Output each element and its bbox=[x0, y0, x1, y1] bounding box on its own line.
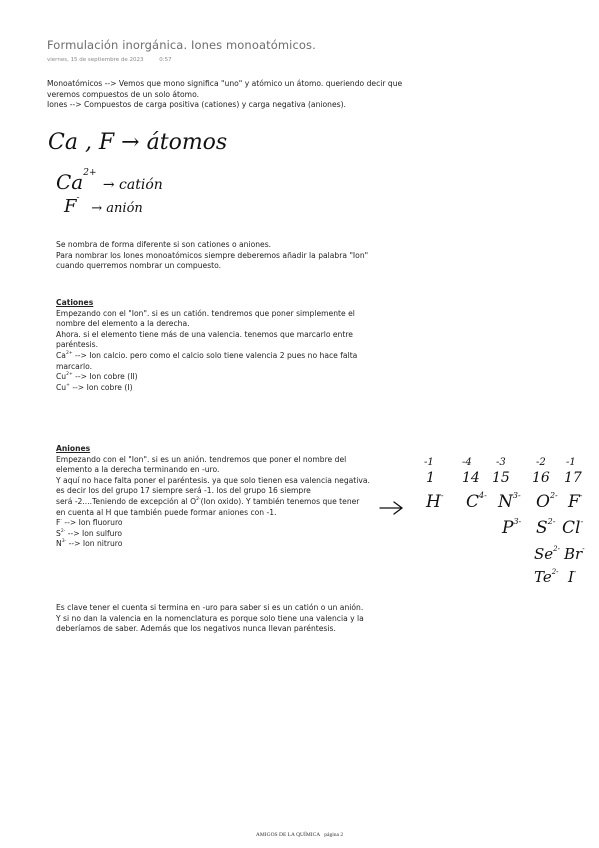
charge: - bbox=[60, 518, 62, 524]
charge: 2+ bbox=[65, 350, 73, 356]
cationes-heading: Cationes bbox=[56, 298, 94, 307]
intro-line: veremos compuestos de un solo átomo. bbox=[47, 89, 199, 99]
element-symbol: C bbox=[466, 492, 480, 512]
example-text: --> Ion cobre (I) bbox=[69, 382, 133, 392]
aniones-line: en cuenta al H que también puede formar aniones con -1. bbox=[56, 507, 277, 517]
charge: 3- bbox=[61, 539, 67, 545]
page-footer bbox=[0, 832, 599, 838]
example-text: --> Ion sulfuro bbox=[65, 528, 123, 538]
element-symbol: Cu bbox=[56, 382, 67, 392]
f-charge: - bbox=[76, 193, 80, 203]
page-title: Formulación inorgánica. Iones monoatómicos. bbox=[47, 38, 316, 52]
ion bbox=[534, 568, 559, 586]
charge: - bbox=[580, 517, 584, 526]
aniones-line: es decir los del grupo 17 siempre será -1. los del grupo 16 siempre bbox=[56, 486, 311, 496]
footer-label: AMIGOS DE LA QUÍMICA bbox=[255, 832, 320, 838]
cationes-line: Empezando con el "Ion". si es un catión. tendremos que poner simplemente el bbox=[56, 308, 355, 318]
group-number: 15 bbox=[492, 470, 510, 486]
cationes-line: Ahora. si el elemento tiene más de una valencia. tenemos que marcarlo entre bbox=[56, 329, 353, 339]
charge: - bbox=[579, 491, 583, 500]
group-number: 14 bbox=[462, 470, 480, 486]
charge: - bbox=[573, 568, 577, 576]
element-symbol: Te bbox=[534, 568, 552, 586]
element-symbol: H bbox=[426, 492, 441, 512]
valence: -4 bbox=[462, 457, 472, 468]
ion bbox=[562, 518, 583, 538]
charge: 2- bbox=[547, 517, 556, 526]
line-text: será -2....Teniendo de excepción al O bbox=[56, 496, 197, 506]
ca-charge: 2+ bbox=[83, 168, 97, 178]
valence: -2 bbox=[536, 457, 546, 468]
ion bbox=[564, 545, 585, 563]
ion bbox=[498, 492, 521, 512]
ca-symbol: Ca bbox=[56, 170, 84, 194]
charge: 3- bbox=[512, 491, 521, 500]
date-stamp: viernes, 15 de septiembre de 2023 bbox=[47, 57, 144, 63]
charge: 2- bbox=[196, 496, 201, 502]
handwritten-atoms: Ca , F → átomos bbox=[48, 130, 228, 155]
names-line: Se nombra de forma diferente si son cationes o aniones. bbox=[56, 240, 272, 249]
intro-line: Monoatómicos --> Vemos que mono significa "uno" y atómico un átomo. queriendo decir que bbox=[47, 79, 403, 88]
group-number: 16 bbox=[532, 470, 550, 486]
element-symbol: F bbox=[56, 518, 61, 528]
ion bbox=[568, 568, 576, 586]
element-symbol: Br bbox=[564, 545, 583, 563]
charge: - bbox=[582, 545, 585, 553]
example-text: --> Ion cobre (II) bbox=[72, 372, 138, 382]
charge: 2- bbox=[549, 491, 558, 500]
element-symbol: S bbox=[56, 528, 61, 538]
charge: - bbox=[440, 491, 444, 500]
cationes-line: nombre del elemento a la derecha. bbox=[56, 319, 190, 329]
aniones-line: elemento a la derecha terminando en -uro. bbox=[56, 465, 220, 475]
group-number: 17 bbox=[564, 470, 582, 486]
ion bbox=[536, 518, 555, 538]
valence: -1 bbox=[424, 457, 434, 468]
line-text: (Ion oxido). Y también tenemos que tener bbox=[200, 496, 360, 506]
names-line: cuando querremos nombrar un compuesto. bbox=[56, 261, 222, 271]
intro-line: Iones --> Compuestos de carga positiva (cationes) y carga negativa (aniones). bbox=[47, 100, 346, 110]
aniones-line: Empezando con el "Ion". si es un anión. tendremos que poner el nombre del bbox=[56, 454, 347, 464]
ion bbox=[502, 518, 521, 538]
closing-line: Es clave tener el cuenta si termina en -uro para saber si es un catión o un anión. bbox=[56, 603, 364, 612]
ion bbox=[466, 492, 487, 512]
aniones-line: Y aquí no hace falta poner el paréntesis. ya que solo tienen esa valencia negativa. bbox=[56, 475, 370, 485]
ion bbox=[568, 492, 583, 512]
time-stamp: 0:57 bbox=[159, 57, 172, 63]
charge: 4- bbox=[479, 491, 487, 500]
example-text: --> Ion nitruro bbox=[66, 539, 123, 549]
example-text: --> Ion calcio. pero como el calcio solo tiene valencia 2 pues no hace falta bbox=[72, 350, 358, 360]
page-number: página 2 bbox=[324, 832, 344, 838]
names-line: Para nombrar los Iones monoatómicos siempre deberemos añadir la palabra "Ion" bbox=[56, 250, 369, 260]
element-symbol: Se bbox=[534, 545, 554, 563]
element-symbol: O bbox=[536, 492, 550, 512]
f-symbol: F bbox=[64, 196, 77, 217]
valence: -3 bbox=[496, 457, 506, 468]
closing-line: Y si no dan la valencia en la nomenclatura es porque solo tiene una valencia y la bbox=[56, 613, 364, 623]
charge: 2- bbox=[551, 568, 559, 576]
element-symbol: P bbox=[502, 518, 514, 538]
charge: 2- bbox=[553, 545, 560, 553]
closing-line: deberíamos de saber. Además que los negativos nunca llevan paréntesis. bbox=[56, 624, 336, 634]
element-symbol: Ca bbox=[56, 350, 66, 360]
ion bbox=[426, 492, 444, 512]
element-symbol: Cl bbox=[562, 518, 581, 538]
charge: 3- bbox=[513, 517, 522, 526]
charge: 2+ bbox=[66, 372, 73, 378]
element-symbol: N bbox=[56, 539, 62, 549]
element-symbol: N bbox=[498, 492, 513, 512]
anion-label: → anión bbox=[91, 201, 143, 216]
element-symbol: Cu bbox=[56, 372, 67, 382]
example-text: --> Ion fluoruro bbox=[62, 518, 123, 528]
cationes-line: paréntesis. bbox=[56, 340, 98, 350]
cation-label: → catión bbox=[102, 177, 163, 193]
ion bbox=[536, 492, 558, 512]
ion bbox=[534, 545, 560, 563]
aniones-heading: Aniones bbox=[56, 444, 91, 453]
group-number: 1 bbox=[426, 470, 435, 486]
element-symbol: I bbox=[568, 568, 574, 586]
element-symbol: S bbox=[536, 518, 548, 538]
charge: + bbox=[66, 382, 70, 388]
valence: -1 bbox=[566, 457, 576, 468]
charge: 2- bbox=[60, 528, 66, 534]
cationes-line: marcarlo. bbox=[56, 361, 92, 371]
element-symbol: F bbox=[568, 492, 580, 512]
